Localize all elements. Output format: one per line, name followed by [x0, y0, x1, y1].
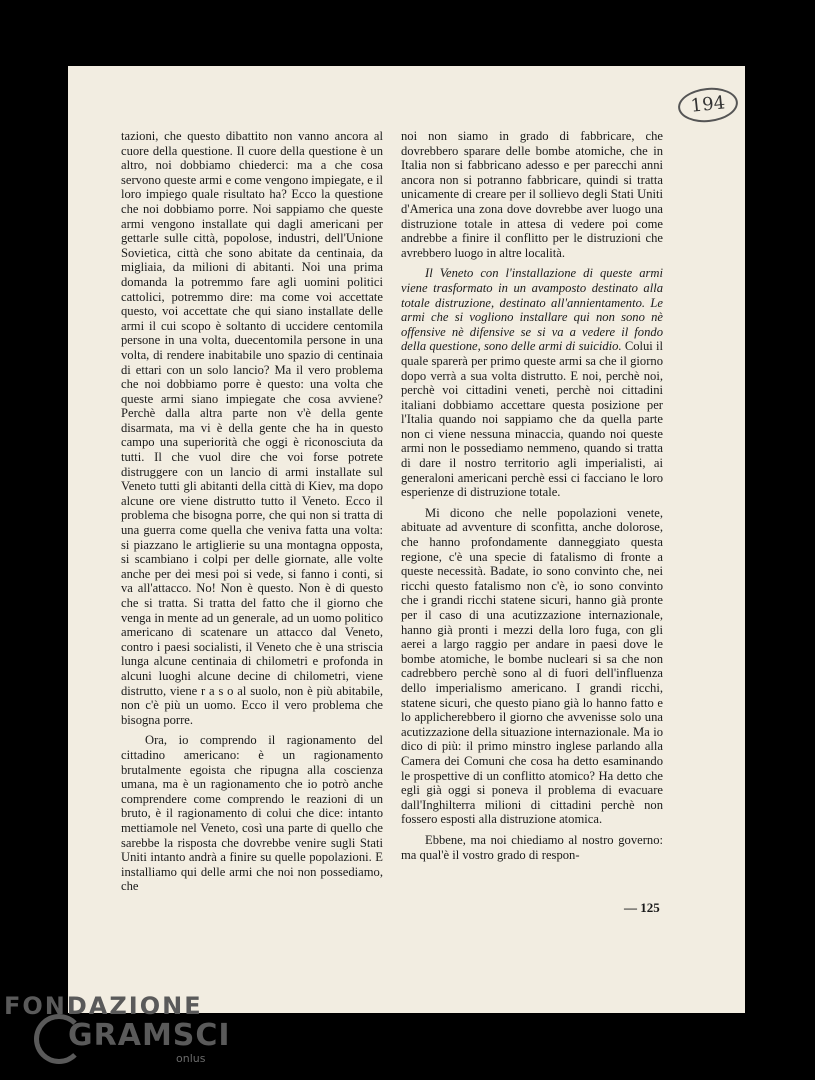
left-paragraph-2: Ora, io comprendo il ragionamento del cittadino americano: è un ragionamento brutalmente egoista che ripugna alla coscienza umana, ma è un ragionamento che io potrò anche comprendere come comprendo le reazioni di un bruto, è il ragionamento di colui che dice: intanto mettiamole nel Veneto, così una parte di quello che sarebbe la risposta che dovrebbe venire sugli Stati Uniti intanto andrà a finire su quelle popolazioni. E installiamo qui delle armi che noi non possediamo, che: [121, 733, 383, 894]
right-paragraph-2: [401, 266, 663, 500]
right-paragraph-4: Ebbene, ma noi chiediamo al nostro governo: ma qual'è il vostro grado di respon-: [401, 832, 663, 862]
right-column: [401, 129, 663, 862]
fondazione-gramsci-watermark: [0, 990, 240, 1080]
watermark-line-2: GRAMSCI: [68, 1018, 231, 1053]
left-paragraph-1: tazioni, che questo dibattito non vanno ancora al cuore della questione. Il cuore della questione è un altro, noi dobbiamo chiederci: ma a che cosa servono queste armi e come vengono impiegate, e il loro impiego quale risultato ha? Ecco la questione che noi dobbiamo porre. Noi sappiamo che queste armi vengono installate qui dagli americani per gettarle sulle città, popolose, industri, dell'Unione Sovietica, città che sono abitate da centinaia, da migliaia, da milioni di abitanti. Noi una prima domanda la potremmo fare agli uomini politici cattolici, potremmo dire: ma come voi accettate questo, voi accettate che qui siano installate delle armi il cui scopo è soltanto di uccidere centomila persone in una volta, duecentomila persone in una volta, di rendere inabitabile uno spazio di centinaia di ettari con un solo lancio? Ma il vero problema che noi dobbiamo porre è questo: una volta che queste armi siano impiegate che cosa avviene? Perchè dalla altra parte non v'è della gente disarmata, ma vi è della gente che ha in questo campo una superiorità che oggi è riconosciuta da tutti. Il che vuol dire che voi forse potrete distruggere con un lancio di armi installate sul Veneto tutti gli abitanti della città di Kiev, ma dopo alcune ore viene distrutto tutto il Veneto. Ecco il problema che bisogna porre, che qui non si tratta di una guerra come quella che veniva fatta una volta: si piazzano le artiglierie su una montagna opposta, si scambiano i colpi per delle giornate, alle volte anche per dei mesi poi si vede, si fanno i conti, si va all'attacco. No! Non è questo. Non è di questo che si tratta. Si tratta del fatto che il giorno che venga in mente ad un generale, ad un uomo politico americano di scatenare un attacco dal Veneto, contro i paesi socialisti, il Veneto che è una striscia lunga alcune centinaia di chilometri e profonda in alcuni luoghi alcune decine di chilometri, viene distrutto, viene r a s o al suolo, non è più abitabile, non c'è più un uomo. Ecco il vero problema che bisogna porre.: [121, 129, 383, 727]
handwritten-archive-number: 194: [676, 85, 739, 125]
watermark-line-1: FONDAZIONE: [4, 992, 203, 1020]
page-number: — 125: [624, 900, 660, 915]
right-paragraph-1: noi non siamo in grado di fabbricare, che dovrebbero sparare delle bombe atomiche, che in Italia non si fabbricano adesso e per parecchi anni ancora non si potranno fabbricare, quindi si tratta unicamente di creare per il sollievo degli Stati Uniti d'America una zona dove dovrebbe aver luogo una distruzione totale in attesa di vedere poi come andrebbe a finire il conflitto per le distruzioni che avrebbero luogo in altre località.: [401, 129, 663, 260]
left-column: [121, 129, 383, 894]
document-page: [68, 66, 745, 1013]
right-paragraph-2-italic: Il Veneto con l'installazione di queste armi viene trasformato in un avamposto destinato alla totale distruzione, destinato all'annientamento. Le armi che si vogliono installare qui non sono nè offensive nè difensive se si va a vedere il fondo della questione, sono delle armi di suicidio.: [401, 266, 663, 354]
right-paragraph-3: Mi dicono che nelle popolazioni venete, abituate ad avventure di sconfitta, anche dolorose, che hanno profondamente danneggiato questa regione, c'è una specie di fatalismo di fronte a queste necessità. Badate, io sono convinto che, nei ricchi questo fatalismo non c'è, io sono convinto che i grandi ricchi statene sicuri, hanno già pronte per il caso di una acutizzazione internazionale, hanno già pronti i mezzi della loro fuga, con gli aerei a largo raggio per andare in paesi dove le bombe atomiche, le bombe nucleari si sa che non cadrebbero perchè sono al di fuori dell'influenza dello imperialismo americano. I grandi ricchi, statene sicuri, che questo piano già lo hanno fatto e lo applicherebbero il giorno che avvenisse solo una acutizzazione della situazione internazionale. Ma io dico di più: il primo minstro inglese parlando alla Camera dei Comuni che cosa ha detto esaminando le prospettive di un conflitto atomico? Ha detto che egli già oggi si poneva il problema di evacuare dall'Inghilterra milioni di cittadini perchè non fossero esposti alla distruzione atomica.: [401, 505, 663, 827]
right-paragraph-2-rest: Colui il quale sparerà per primo queste armi sa che il giorno dopo verrà a sua volta distrutto. E noi, perchè noi, perchè voi cittadini veneti, perchè noi cittadini italiani dobbiamo accettare questa posizione per l'Italia quando noi sappiamo che da quella parte non ci viene nessuna minaccia, quando noi queste armi non le possediamo nemmeno, quando si tratta di dare il nostro territorio agli imperialisti, ai generaloni americani perchè essi ci facciano le loro esperienze di distruzione totale.: [401, 339, 663, 500]
watermark-line-3: onlus: [176, 1052, 206, 1065]
